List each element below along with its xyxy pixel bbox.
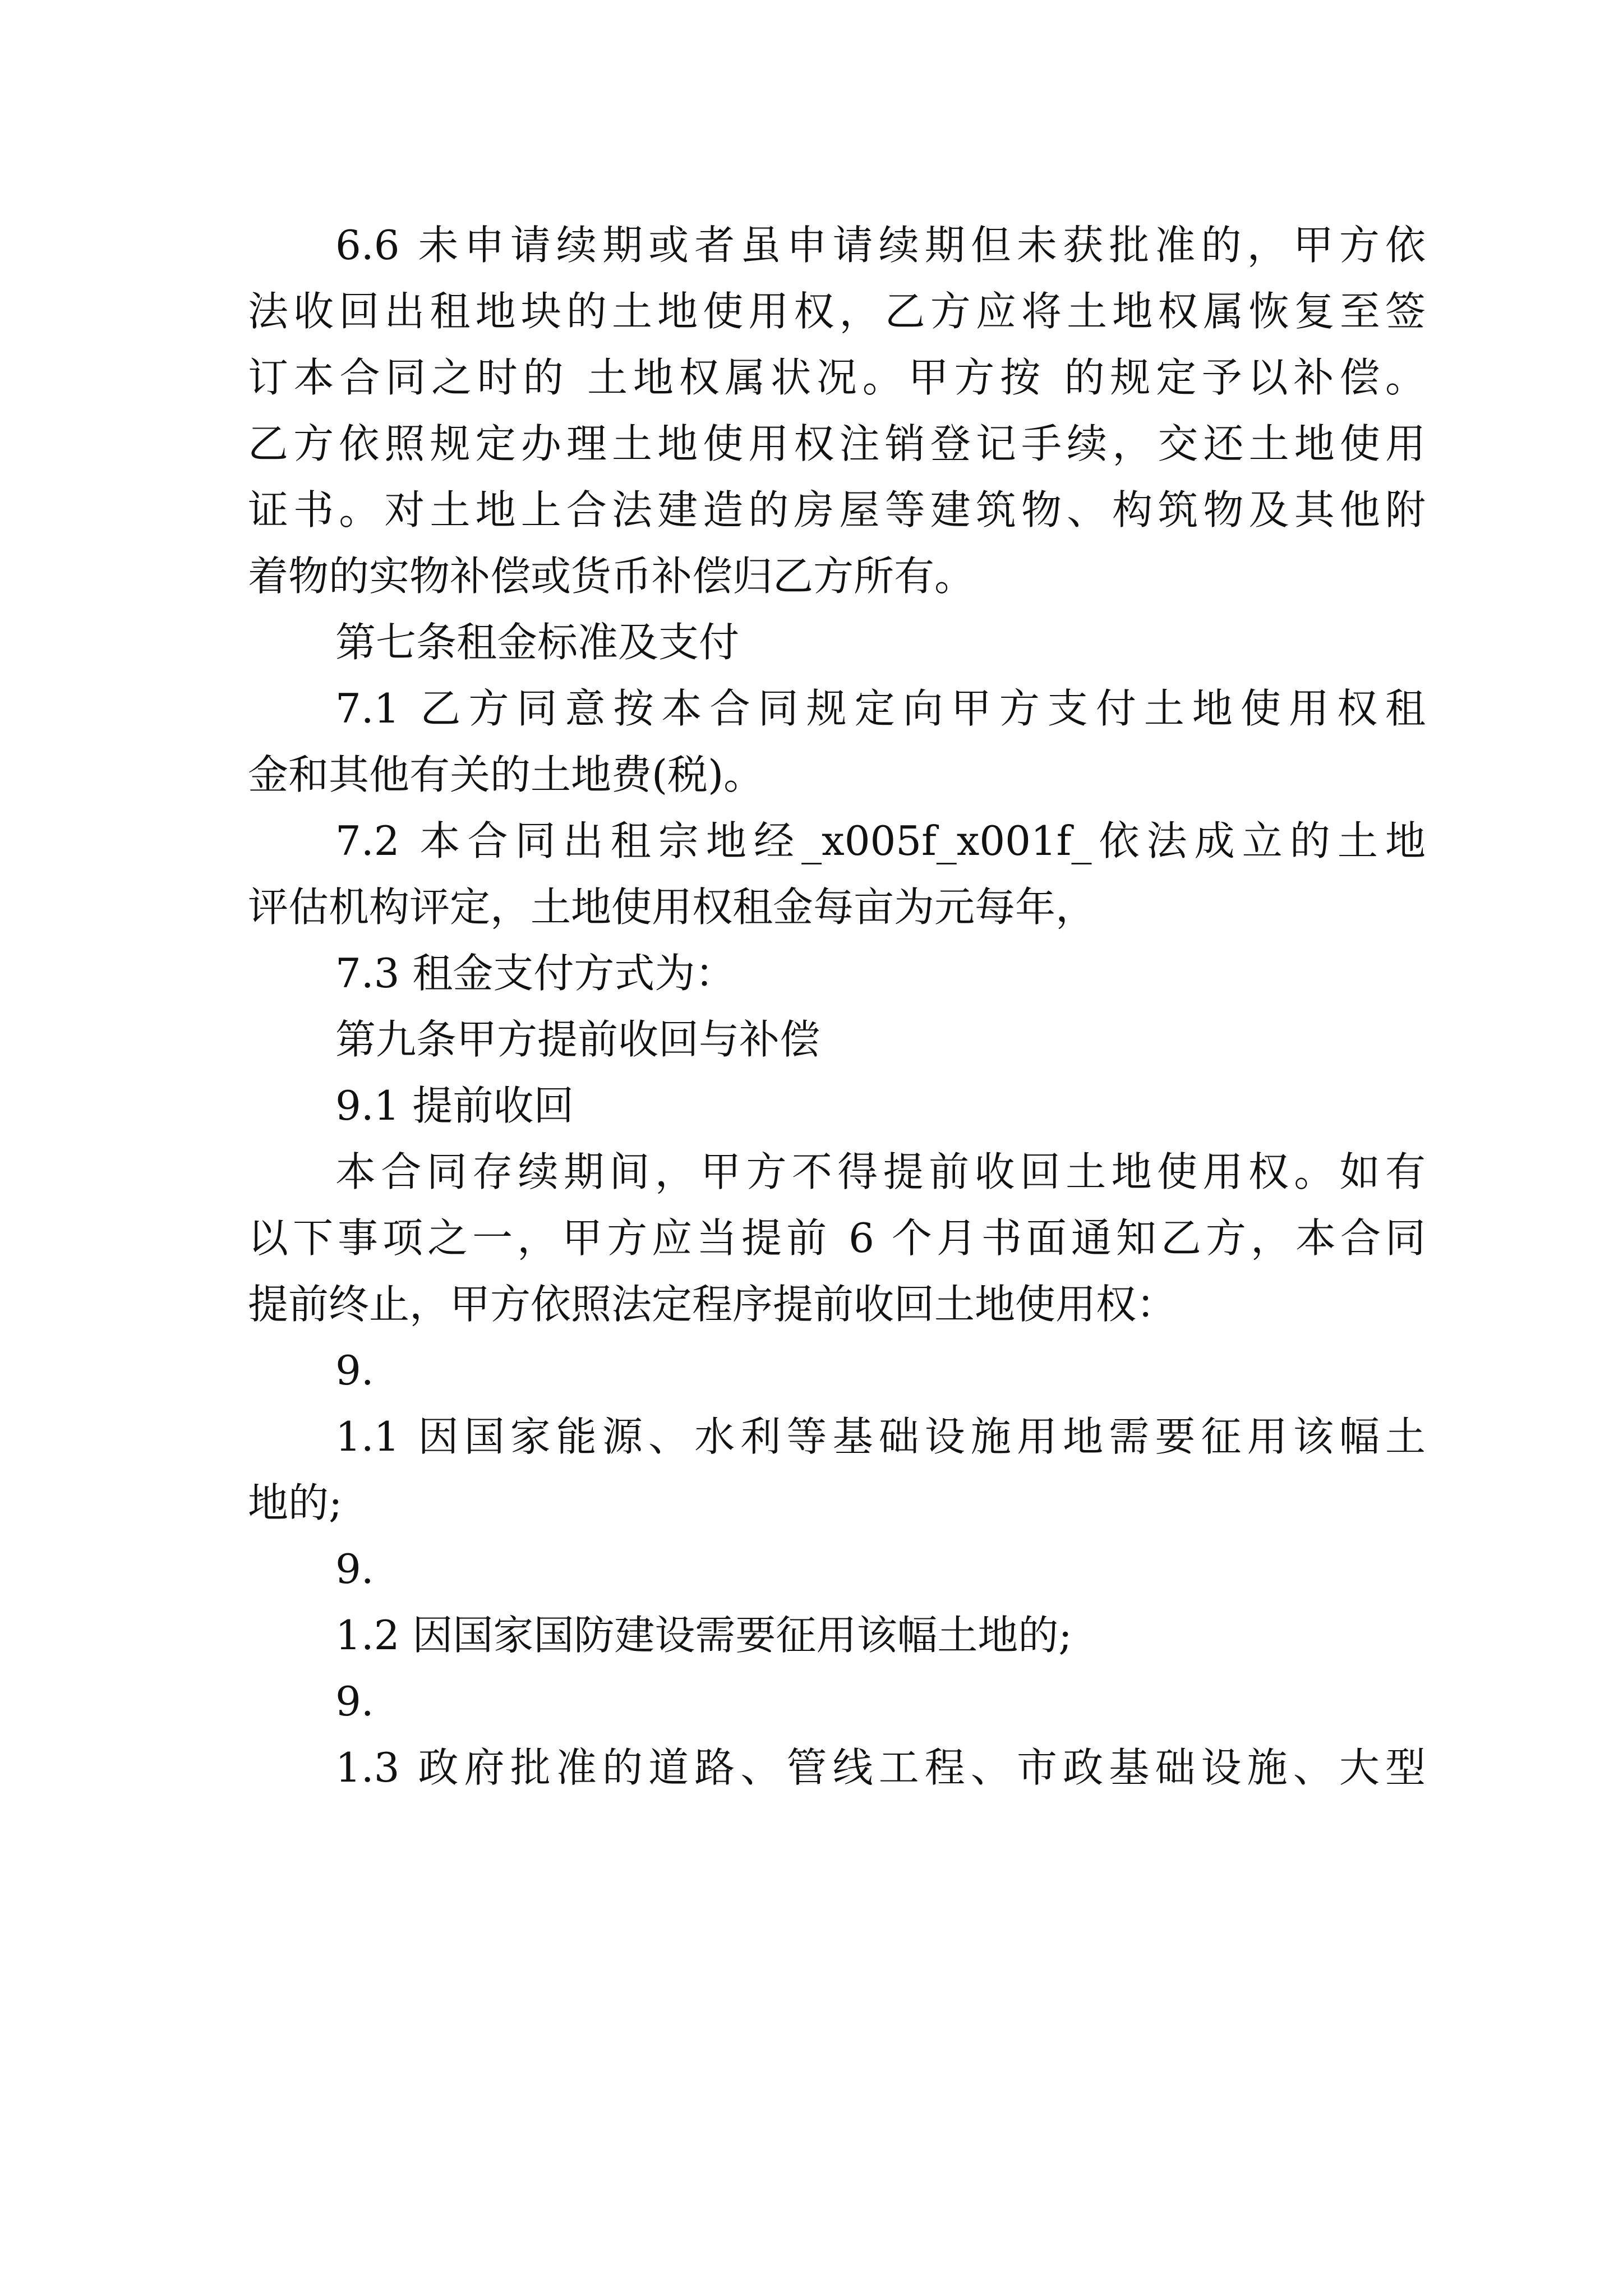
text-line: 7.3 租金支付方式为：: [335, 950, 736, 997]
text-line: 订本合同之时的 土地权属状况。甲方按 的规定予以补偿。: [248, 354, 1426, 401]
text-line: 9.: [335, 1678, 374, 1725]
text-line: 第七条租金标准及支付: [335, 619, 740, 666]
text-line: 证书。对土地上合法建造的房屋等建筑物、构筑物及其他附: [248, 486, 1426, 533]
text-line: 9.: [335, 1545, 374, 1593]
text-line: 9.: [335, 1347, 374, 1394]
document-body: [248, 212, 1426, 1801]
text-line: 乙方依照规定办理土地使用权注销登记手续，交还土地使用: [248, 420, 1426, 467]
text-line: 1.3 政府批准的道路、管线工程、市政基础设施、大型: [335, 1744, 1426, 1791]
text-line: 金和其他有关的土地费(税)。: [248, 751, 764, 798]
text-line: 评估机构评定，土地使用权租金每亩为元每年，: [248, 884, 1096, 931]
text-line: 7.2 本合同出租宗地经_x005f_x001f_依法成立的土地: [335, 817, 1426, 864]
text-line: 提前终止，甲方依照法定程序提前收回土地使用权：: [248, 1281, 1177, 1328]
text-line: 地的;: [248, 1479, 343, 1526]
text-line: 9.1 提前收回: [335, 1082, 574, 1129]
text-line: 着物的实物补偿或货币补偿归乙方所有。: [248, 553, 975, 600]
text-line: 6.6 未申请续期或者虽申请续期但未获批准的，甲方依: [335, 222, 1426, 269]
text-line: 以下事项之一，甲方应当提前 6 个月书面通知乙方，本合同: [248, 1214, 1426, 1262]
text-line: 1.2 因国家国防建设需要征用该幅土地的;: [335, 1612, 1072, 1659]
text-line: 7.1 乙方同意按本合同规定向甲方支付土地使用权租: [335, 685, 1426, 732]
text-line: 本合同存续期间，甲方不得提前收回土地使用权。如有: [335, 1148, 1426, 1195]
text-line: 法收回出租地块的土地使用权，乙方应将土地权属恢复至签: [248, 288, 1426, 335]
text-line: 第九条甲方提前收回与补偿: [335, 1016, 820, 1063]
text-line: 1.1 因国家能源、水利等基础设施用地需要征用该幅土: [335, 1413, 1426, 1460]
